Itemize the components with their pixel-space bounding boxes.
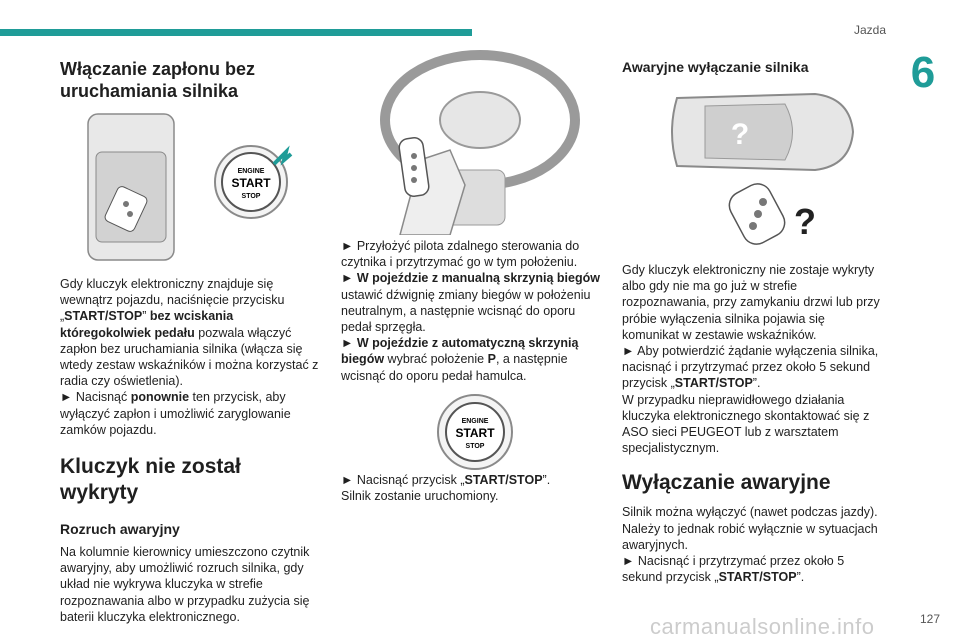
malfunction-paragraph: W przypadku nieprawidłowego działania kluczyka elektronicznego skontaktować się z ASO sieci PEUGEOT lub z warsztatem specjalistycznym. (622, 392, 870, 456)
step-press-start: ► Nacisnąć przycisk „START/STOP”. (341, 473, 551, 487)
subsection-title-emergency-start: Rozruch awaryjny (60, 521, 180, 538)
column-3-head (622, 58, 884, 76)
page-number: 127 (919, 612, 940, 626)
steering-reader-illustration (340, 50, 580, 240)
button2-engine-text: ENGINE (461, 418, 489, 425)
step-automatic-gearbox: ► W pojeździe z automatyczną skrzynią biegów wybrać położenie P, a następnie wcisnąć do oporu pedał hamulca. (341, 336, 579, 383)
button-engine-text: ENGINE (237, 168, 265, 175)
section-title-key-not-detected: Kluczyk nie został wykryty (60, 455, 241, 505)
section-title-ignition: Włączanie zapłonu bez uruchamiania silnika (60, 59, 256, 101)
car-missing-key-illustration (665, 88, 865, 253)
ignition-paragraph: Gdy kluczyk elektroniczny znajduje się wewnątrz pojazdu, naciśnięcie przycisku „START/STOP” bez wciskania któregokolwiek pedału pozwala włączyć zapłon bez uruchamiania silnika (włącza się wtedy zestaw wskaźników i można korzystać z radia czy oświetlenia). (60, 277, 319, 389)
start-stop-button-illustration (435, 392, 515, 477)
car-with-key-icon (86, 112, 296, 262)
section-title-emergency-off: Wyłączanie awaryjne (622, 471, 831, 495)
button-stop-text: STOP (241, 193, 261, 200)
button-start-text: START (231, 176, 271, 190)
confirm-shutdown-step: ► Aby potwierdzić żądanie wyłączenia silnika, nacisnąć i przytrzymać przez około 5 sekund przycisk „START/STOP”. (622, 344, 879, 391)
car-question-icon (665, 88, 865, 248)
emergency-start-paragraph: Na kolumnie kierownicy umieszczono czytnik awaryjny, aby umożliwić rozruch silnika, gdy układ nie wykrywa kluczyka w strefie rozpoznawania albo w przypadku zużycia się baterii kluczyka elektronicznego. (60, 545, 310, 624)
section-title-emergency-shutdown: Awaryjne wyłączanie silnika (622, 59, 809, 75)
emergency-off-step: ► Nacisnąć i przytrzymać przez około 5 sekund przycisk „START/STOP”. (622, 554, 845, 585)
column-1 (60, 58, 322, 102)
start-stop-button-icon (435, 392, 515, 472)
step-manual-gearbox: ► W pojeździe z manualną skrzynią biegów ustawić dźwignię zmiany biegów w położeniu neutralnym, a następnie wcisnąć do oporu pedał sprzęgła. (341, 271, 600, 335)
button2-stop-text: STOP (465, 443, 485, 450)
ignition-step: ► Nacisnąć ponownie ten przycisk, aby wyłączyć zapłon i umożliwić zaryglowanie zamków pojazdu. (60, 390, 291, 437)
watermark: carmanualsonline.info (650, 614, 875, 639)
column-2-end (341, 472, 603, 504)
car-key-illustration (86, 112, 296, 267)
emergency-off-paragraph: Silnik można wyłączyć (nawet podczas jazdy). Należy to jednak robić wyłącznie w sytuacjach awaryjnych. (622, 505, 878, 552)
step-place-key: ► Przyłożyć pilota zdalnego sterowania do czytnika i przytrzymać go w tym położeniu. (341, 239, 580, 270)
steering-wheel-with-key-icon (340, 50, 580, 235)
question-mark-on-key: ? (794, 201, 816, 242)
chapter-number: 6 (910, 48, 936, 97)
key-not-detected-paragraph: Gdy kluczyk elektroniczny nie zostaje wykryty albo gdy nie ma go już w strefie rozpoznawania, przy zamykaniu drzwi lub przy próbie wyłączenia silnika pojawia się komunikat w zestawie wskaźników. (622, 263, 880, 342)
button2-start-text: START (455, 426, 495, 440)
column-1-body (60, 276, 322, 625)
column-3-body (622, 262, 884, 585)
question-mark-on-car: ? (730, 118, 750, 151)
column-2 (341, 238, 603, 384)
section-label: Jazda (853, 23, 886, 37)
header-accent-bar (0, 29, 472, 36)
engine-started-text: Silnik zostanie uruchomiony. (341, 489, 499, 504)
